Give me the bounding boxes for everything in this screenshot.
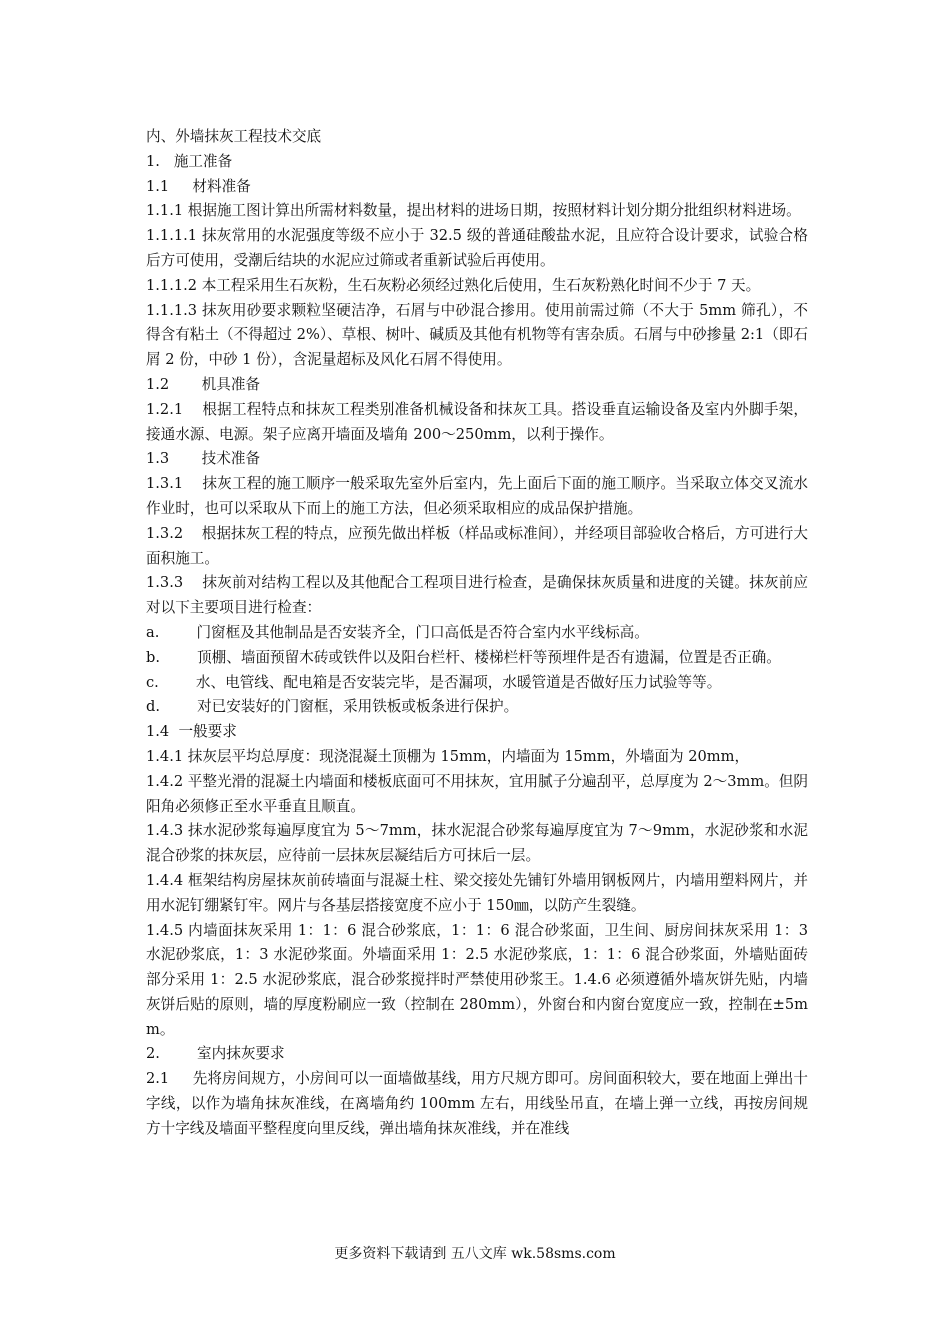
page-footer: 更多资料下载请到 五八文库 wk.58sms.com [334,1246,616,1262]
paragraph: 1.1.1 根据施工图计算出所需材料数量，提出材料的进场日期，按照材料计划分期分批组织材料进场。 [146,202,801,220]
paragraph: 1.4.1 抹灰层平均总厚度：现浇混凝土顶棚为 15mm，内墙面为 15mm，外墙面为 20mm， [146,747,750,765]
subsection-heading: 1.2 机具准备 [146,375,261,393]
list-item: d. 对已安装好的门窗框，采用铁板或板条进行保护。 [146,698,519,716]
paragraph: 1.3.3 抹灰前对结构工程以及其他配合工程项目进行检查，是确保抹灰质量和进度的关键。抹灰前应对以下主要项目进行检查： [146,574,808,617]
list-item: a. 门窗框及其他制品是否安装齐全，门口高低是否符合室内水平线标高。 [146,623,649,641]
paragraph: 1.1.1.2 本工程采用生石灰粉，生石灰粉必须经过熟化后使用，生石灰粉熟化时间不少于 7 天。 [146,276,761,294]
paragraph: 1.3.2 根据抹灰工程的特点，应预先做出样板（样品或标准间），并经项目部验收合格后，方可进行大面积施工。 [146,524,808,567]
section-heading: 2. 室内抹灰要求 [146,1045,285,1063]
paragraph: 1.4.2 平整光滑的混凝土内墙面和楼板底面可不用抹灰，宜用腻子分遍刮平，总厚度为 2～3mm。但阴阳角必须修正至水平垂直且顺直。 [146,772,808,815]
paragraph: 1.3.1 抹灰工程的施工顺序一般采取先室外后室内，先上面后下面的施工顺序。当采取立体交叉流水作业时，也可以采取从下而上的施工方法，但必须采取相应的成品保护措施。 [146,475,808,517]
document-body [146,125,808,1142]
paragraph: 1.2.1 根据工程特点和抹灰工程类别准备机械设备和抹灰工具。搭设垂直运输设备及室内外脚手架，接通水源、电源。架子应离开墙面及墙角 200～250mm，以利于操作。 [146,400,808,443]
paragraph: 1.4.4 框架结构房屋抹灰前砖墙面与混凝土柱、梁交接处先铺钉外墙用钢板网片，内墙用塑料网片，并用水泥钉绷紧钉牢。网片与各基层搭接宽度不应小于 150㎜，以防产生裂缝。 [146,871,808,914]
subsection-heading: 1.1 材料准备 [146,177,251,195]
paragraph: 1.1.1.1 抹灰常用的水泥强度等级不应小于 32.5 级的普通硅酸盐水泥，且应符合设计要求，试验合格后方可使用，受潮后结块的水泥应过筛或者重新试验后再使用。 [146,227,808,269]
list-item: b. 顶棚、墙面预留木砖或铁件以及阳台栏杆、楼梯栏杆等预埋件是否有遗漏，位置是否正确。 [146,648,781,666]
document-title: 内、外墙抹灰工程技术交底 [146,128,322,145]
list-item: c. 水、电管线、配电箱是否安装完毕，是否漏项，水暖管道是否做好压力试验等等。 [146,673,722,691]
subsection-heading: 1.3 技术准备 [146,450,261,468]
paragraph: 1.1.1.3 抹灰用砂要求颗粒坚硬洁净，石屑与中砂混合掺用。使用前需过筛（不大于 5mm 筛孔），不得含有粘土（不得超过 2%）、草根、树叶、碱质及其他有机物等有害杂质。石屑与中砂掺量 2:1（即石屑 2 份，中砂 1 份），含泥量超标及风化石屑不得使用。 [146,301,808,369]
paragraph: 2.1 先将房间规方，小房间可以一面墙做基线，用方尺规方即可。房间面积较大，要在地面上弹出十字线，以作为墙角抹灰准线，在离墙角约 100mm 左右，用线坠吊直，在墙上弹一立线，再按房间规方十字线及墙面平整程度向里反线，弹出墙角抹灰准线，并在准线 [146,1070,808,1137]
subsection-heading: 1.4 一般要求 [146,723,237,741]
paragraph: 1.4.5 内墙面抹灰采用 1：1：6 混合砂浆底，1：1：6 混合砂浆面，卫生间、厨房间抹灰采用 1：3 水泥砂浆底，1：3 水泥砂浆面。外墙面采用 1：2.5 水泥砂浆底，1：1：6 混合砂浆面，外墙贴面砖部分采用 1：2.5 水泥砂浆底，混合砂浆搅拌时严禁使用砂浆王。1.4.6 必须遵循外墙灰饼先贴，内墙灰饼后贴的原则，墙的厚度粉刷应一致（控制在 280mm），外窗台和内窗台宽度应一致，控制在±5mm。 [146,921,808,1038]
section-heading: 1. 施工准备 [146,152,233,170]
paragraph: 1.4.3 抹水泥砂浆每遍厚度宜为 5～7mm，抹水泥混合砂浆每遍厚度宜为 7～9mm，水泥砂浆和水泥混合砂浆的抹灰层，应待前一层抹灰层凝结后方可抹后一层。 [146,822,808,865]
